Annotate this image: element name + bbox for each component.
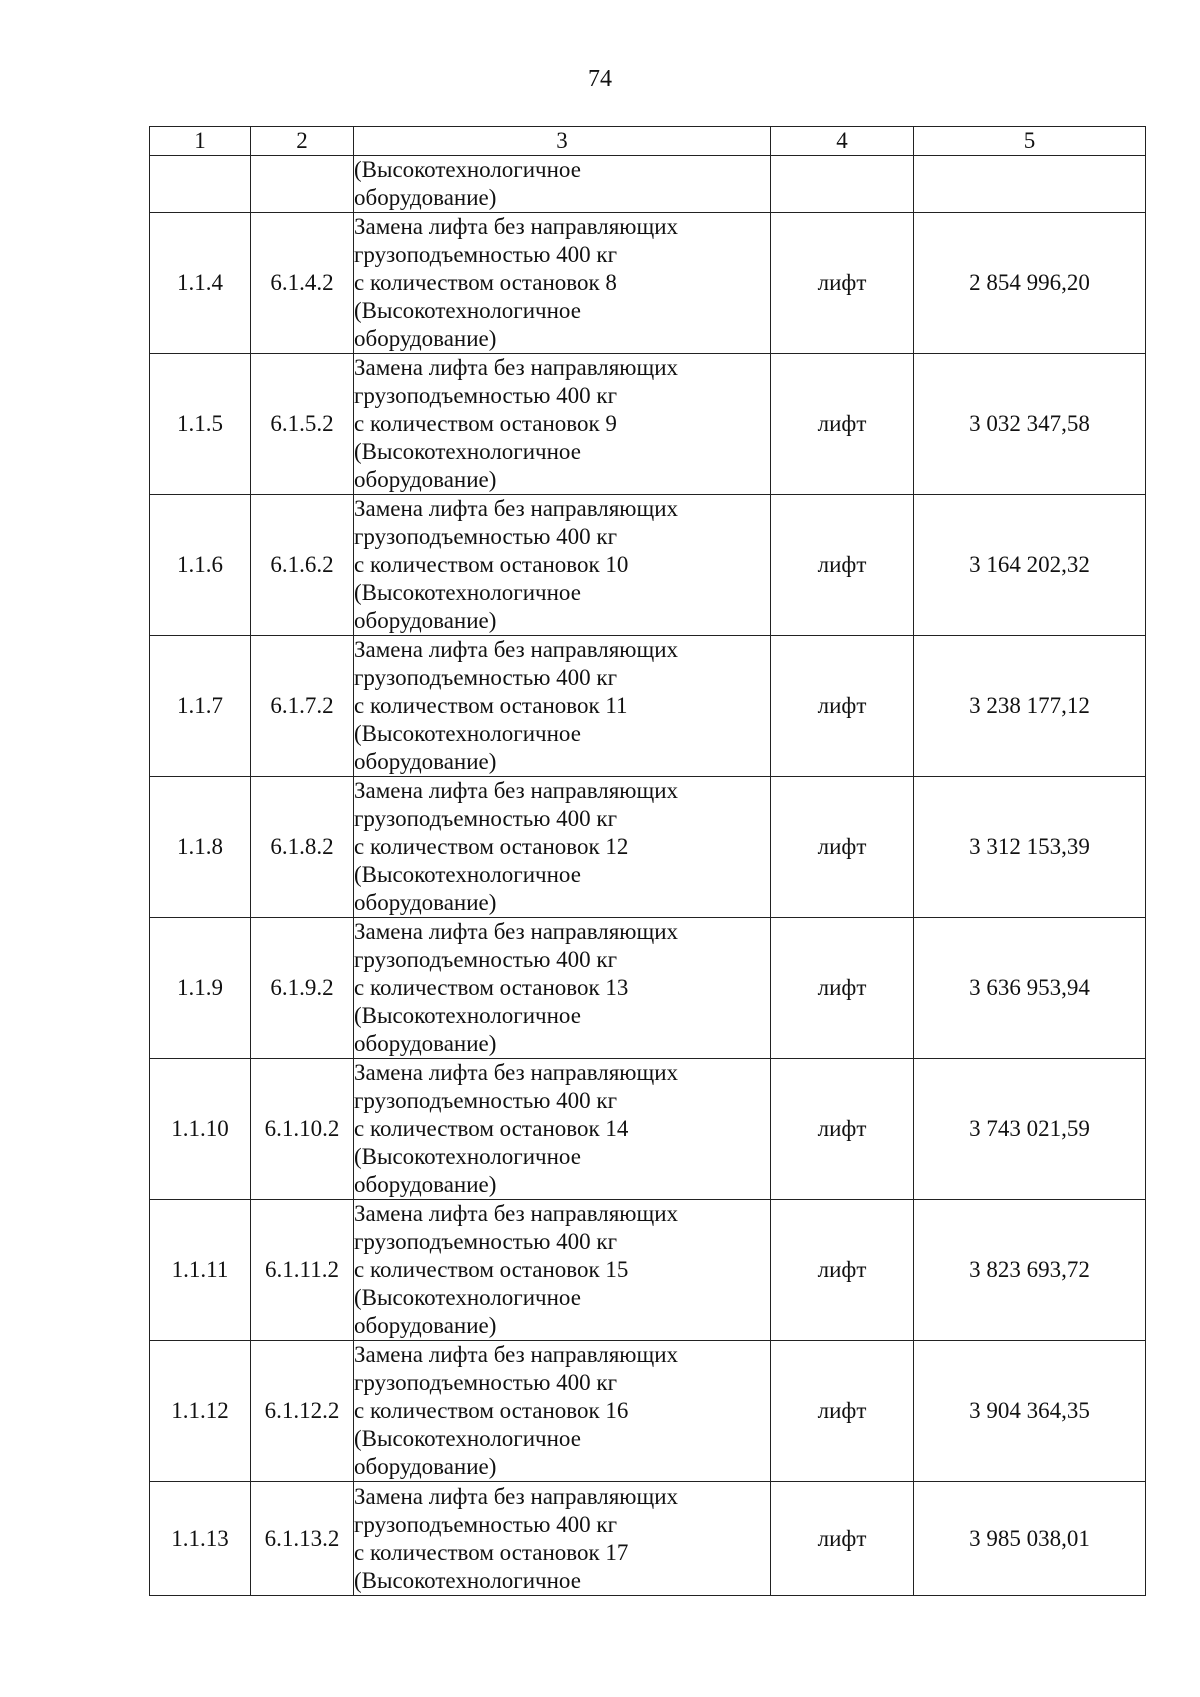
column-header: 3 (354, 127, 771, 156)
item-code-cell: 6.1.10.2 (251, 1059, 354, 1200)
document-table (149, 126, 1146, 1596)
table-header-row (150, 127, 1146, 156)
item-unit-cell: лифт (771, 1341, 914, 1482)
item-number-cell: 1.1.13 (150, 1482, 251, 1596)
item-description-cell: Замена лифта без направляющих грузоподъемностью 400 кг с количеством остановок 14 (Высокотехнологичное оборудование) (354, 1059, 771, 1200)
item-price-cell: 3 312 153,39 (914, 777, 1146, 918)
item-description-cell: Замена лифта без направляющих грузоподъемностью 400 кг с количеством остановок 16 (Высокотехнологичное оборудование) (354, 1341, 771, 1482)
item-code-cell: 6.1.7.2 (251, 636, 354, 777)
item-code-cell: 6.1.4.2 (251, 213, 354, 354)
table-continuation-row (150, 156, 1146, 213)
item-price-cell: 3 823 693,72 (914, 1200, 1146, 1341)
item-unit-cell: лифт (771, 213, 914, 354)
page-number: 74 (588, 66, 612, 92)
column-header: 4 (771, 127, 914, 156)
item-number-cell: 1.1.6 (150, 495, 251, 636)
item-number-cell: 1.1.12 (150, 1341, 251, 1482)
item-description-cell: Замена лифта без направляющих грузоподъемностью 400 кг с количеством остановок 12 (Высокотехнологичное оборудование) (354, 777, 771, 918)
item-number-cell: 1.1.8 (150, 777, 251, 918)
item-code-cell: 6.1.5.2 (251, 354, 354, 495)
item-number-cell: 1.1.10 (150, 1059, 251, 1200)
item-description-cell: Замена лифта без направляющих грузоподъемностью 400 кг с количеством остановок 15 (Высокотехнологичное оборудование) (354, 1200, 771, 1341)
column-header: 2 (251, 127, 354, 156)
table-row (150, 495, 1146, 636)
table-row (150, 1059, 1146, 1200)
item-unit-cell: лифт (771, 495, 914, 636)
item-unit-cell: лифт (771, 1200, 914, 1341)
item-description-cell: Замена лифта без направляющих грузоподъемностью 400 кг с количеством остановок 13 (Высокотехнологичное оборудование) (354, 918, 771, 1059)
item-description-cell: Замена лифта без направляющих грузоподъемностью 400 кг с количеством остановок 11 (Высокотехнологичное оборудование) (354, 636, 771, 777)
item-unit-cell: лифт (771, 636, 914, 777)
item-code-cell: 6.1.6.2 (251, 495, 354, 636)
item-unit-cell: лифт (771, 777, 914, 918)
item-code-cell: 6.1.13.2 (251, 1482, 354, 1596)
item-price-cell: 3 636 953,94 (914, 918, 1146, 1059)
table-row (150, 777, 1146, 918)
item-unit-cell: лифт (771, 1482, 914, 1596)
item-price-cell: 2 854 996,20 (914, 213, 1146, 354)
item-price-cell: 3 985 038,01 (914, 1482, 1146, 1596)
continuation-description: (Высокотехнологичное оборудование) (354, 156, 771, 213)
empty-cell (914, 156, 1146, 213)
empty-cell (150, 156, 251, 213)
item-code-cell: 6.1.12.2 (251, 1341, 354, 1482)
item-number-cell: 1.1.7 (150, 636, 251, 777)
item-code-cell: 6.1.11.2 (251, 1200, 354, 1341)
table-row (150, 213, 1146, 354)
table-row (150, 918, 1146, 1059)
table-row (150, 354, 1146, 495)
item-price-cell: 3 032 347,58 (914, 354, 1146, 495)
column-header: 1 (150, 127, 251, 156)
table-row (150, 1341, 1146, 1482)
item-price-cell: 3 904 364,35 (914, 1341, 1146, 1482)
column-header: 5 (914, 127, 1146, 156)
item-description-cell: Замена лифта без направляющих грузоподъемностью 400 кг с количеством остановок 17 (Высокотехнологичное (354, 1482, 771, 1596)
item-unit-cell: лифт (771, 354, 914, 495)
empty-cell (251, 156, 354, 213)
table-row (150, 1482, 1146, 1596)
item-number-cell: 1.1.9 (150, 918, 251, 1059)
table-row (150, 1200, 1146, 1341)
item-description-cell: Замена лифта без направляющих грузоподъемностью 400 кг с количеством остановок 9 (Высокотехнологичное оборудование) (354, 354, 771, 495)
item-code-cell: 6.1.9.2 (251, 918, 354, 1059)
item-description-cell: Замена лифта без направляющих грузоподъемностью 400 кг с количеством остановок 8 (Высокотехнологичное оборудование) (354, 213, 771, 354)
item-unit-cell: лифт (771, 918, 914, 1059)
item-number-cell: 1.1.11 (150, 1200, 251, 1341)
item-description-cell: Замена лифта без направляющих грузоподъемностью 400 кг с количеством остановок 10 (Высокотехнологичное оборудование) (354, 495, 771, 636)
item-price-cell: 3 743 021,59 (914, 1059, 1146, 1200)
item-code-cell: 6.1.8.2 (251, 777, 354, 918)
empty-cell (771, 156, 914, 213)
item-price-cell: 3 164 202,32 (914, 495, 1146, 636)
item-number-cell: 1.1.5 (150, 354, 251, 495)
item-unit-cell: лифт (771, 1059, 914, 1200)
item-number-cell: 1.1.4 (150, 213, 251, 354)
item-price-cell: 3 238 177,12 (914, 636, 1146, 777)
table-row (150, 636, 1146, 777)
